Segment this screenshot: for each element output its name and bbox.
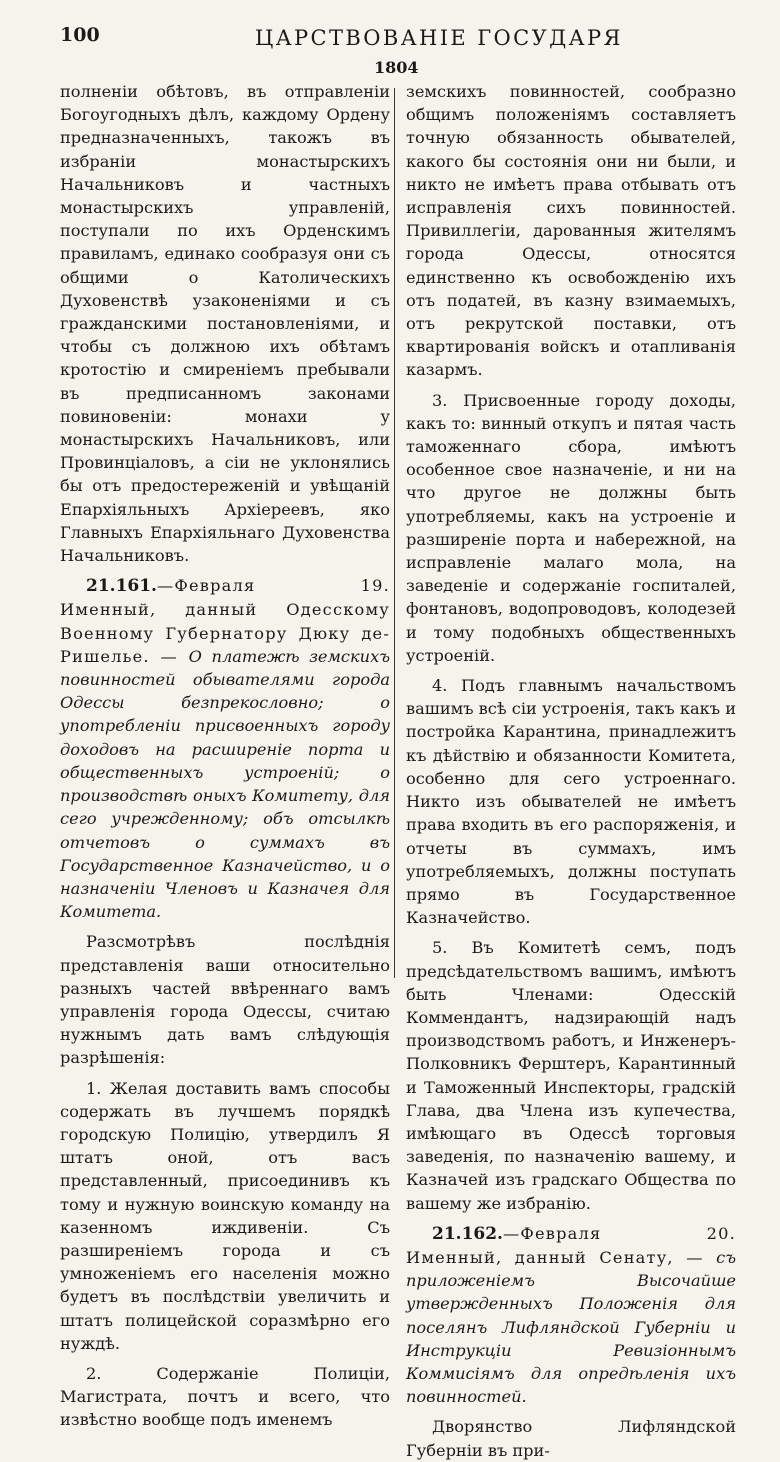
paragraph-continuation: полненіи обѣтовъ, въ отправленіи Богоугодныхъ дѣлъ, каждому Ордену предназначенныхъ, такожъ въ избраніи монастырскихъ Начальниковъ и частныхъ монастырскихъ управленій, поступали по ихъ Орденскимъ правиламъ, единако сообразуя они съ общими о Католическихъ Духовенствѣ узаконеніями и съ гражданскими постановленіями, и чтобы съ должною ихъ обѣтамъ кротостію и смиреніемъ пребывали въ предписанномъ законами повиновеніи: монахи у монастырскихъ Начальниковъ, или Провинціаловъ, а сіи не уклонялись бы отъ предостереженій и увѣщаній Епархіяльныхъ Архіереевъ, яко Главныхъ Епархіяльнаго Духовенства Начальниковъ. (60, 82, 390, 566)
column-divider (394, 88, 395, 978)
paragraph-item-2-continued: земскихъ повинностей, сообразно общимъ положеніямъ составляетъ точную обязанность обывателей, какого бы состоянія они ни были, и никто не имѣетъ права отбывать отъ исправленія сихъ повинностей. Привиллегіи, дарованныя жителямъ города Одессы, относятся единственно къ освобожденію ихъ отъ податей, въ казну взимаемыхъ, отъ рекрутской поставки, отъ квартированія войскъ и отапливанія казармъ. (406, 82, 736, 380)
decree-entry-21161 (60, 574, 390, 923)
decree-heading: —Февраля 20. Именный, данный Сенату, — (406, 1223, 736, 1267)
paragraph-item-3: 3. Присвоенные городу доходы, какъ то: винный откупъ и пятая часть таможеннаго сбора, имѣютъ особенное свое назначеніе, и ни на что другое не должны быть употребляемы, какъ на устроеніе и разширеніе порта и набережной, на исправленіе малаго мола, на заведеніе и содержаніе госпиталей, фонтановъ, водопроводовъ, колодезей и тому подобныхъ общественныхъ устроеній. (406, 390, 736, 665)
right-column (406, 80, 736, 1462)
running-title: ЦАРСТВОВАНІЕ ГОСУДАРЯ (255, 26, 623, 50)
paragraph-item-4: 4. Подъ главнымъ начальствомъ вашимъ всѣ сіи устроенія, такъ какъ и постройка Карантина, принадлежитъ къ дѣйствію и обязанности Комитета, особенно для сего устроеннаго. Никто изъ обывателей не имѣетъ права входить въ его распоряженія, и отчеты въ суммахъ, имъ употребляемыхъ, должны поступать прямо въ Государственное Казначейство. (406, 676, 736, 928)
paragraph-item-1: 1. Желая доставить вамъ способы содержать въ лучшемъ порядкѣ городскую Полицію, утвердилъ Я штатъ оной, отъ васъ представленный, присоединивъ къ тому и нужную воинскую команду на казенномъ иждивеніи. Съ разширеніемъ города и съ умноженіемъ его населенія можно будетъ въ послѣдствіи увеличить и штатъ полицейской соразмѣрно его нуждѣ. (60, 1078, 390, 1353)
left-column (60, 80, 390, 1432)
decree-number: 21.162. (432, 1223, 503, 1244)
page-number: 100 (60, 24, 100, 46)
year-heading: 1804 (374, 58, 419, 77)
paragraph-item-5: 5. Въ Комитетѣ семъ, подъ предсѣдательствомъ вашимъ, имѣютъ быть Членами: Одесскій Коммендантъ, надзирающій надъ производствомъ работъ, и Инженеръ-Полковникъ Ферштеръ, Карантинный и Таможенный Инспекторы, градскій Глава, два Члена изъ купечества, имѣющаго въ Одессѣ торговыя заведенія, по назначенію вашему, и Казначей изъ градскаго Общества по вашему же избранію. (406, 938, 736, 1213)
decree-summary: съ приложеніемъ Высочайше утвержденныхъ Положенія для поселянъ Лифляндской Губерніи и Инструкціи Ревизіоннымъ Коммисіямъ для опредѣленія ихъ повинностей. (406, 1247, 736, 1407)
decree-heading: —Февраля 19. Именный, данный Одесскому Военному Губернатору Дюку де-Ришелье. — (60, 576, 390, 666)
decree-entry-21162 (406, 1222, 736, 1409)
paragraph-item-2: 2. Содержаніе Полиціи, Магистрата, почтъ и всего, что извѣстно вообще подъ именемъ (60, 1363, 390, 1430)
decree-number: 21.161. (86, 576, 157, 597)
paragraph-intro: Разсмотрѣвъ послѣднія представленія ваши относительно разныхъ частей ввѣреннаго вамъ управленія города Одессы, считаю нужнымъ дать вамъ слѣдующія разрѣшенія: (60, 932, 390, 1068)
paragraph-closing: Дворянство Лифляндской Губерніи въ при- (406, 1417, 736, 1460)
decree-summary: О платежѣ земскихъ повинностей обывателями города Одессы безпрекословно; о употребленіи присвоенныхъ городу доходовъ на расширеніе порта и общественныхъ устроеній; о производствѣ оныхъ Комитету, для сего учрежденному; объ отсылкѣ отчетовъ о суммахъ въ Государственное Казначейство, и о назначеніи Членовъ и Казначея для Комитета. (60, 646, 390, 922)
